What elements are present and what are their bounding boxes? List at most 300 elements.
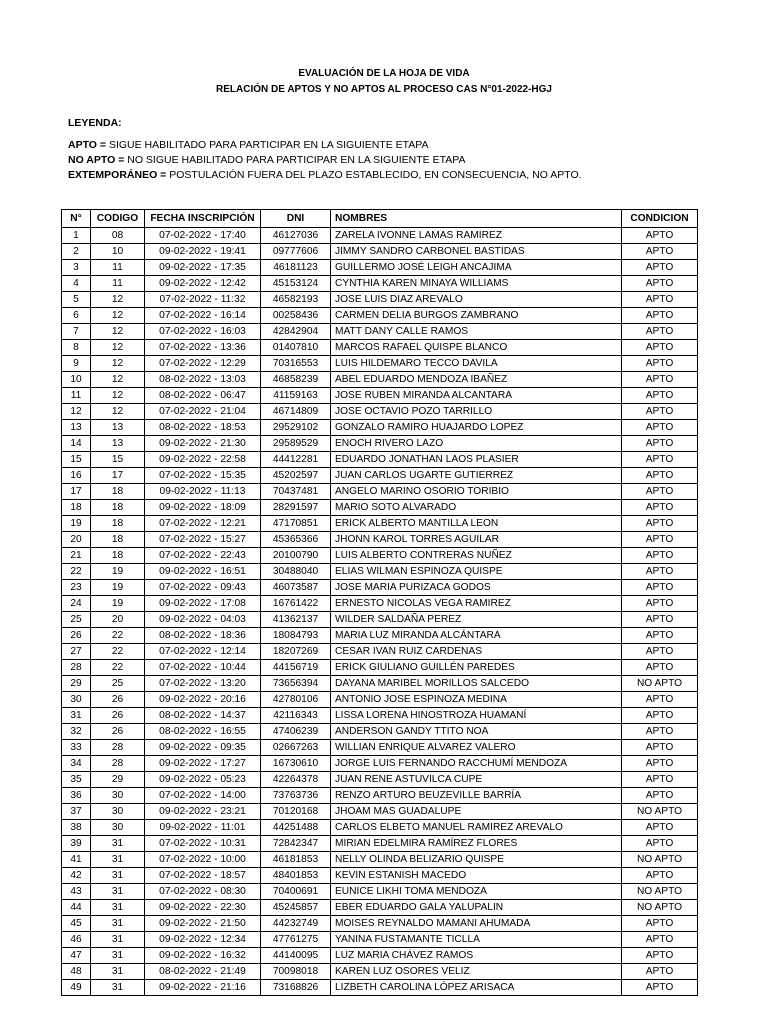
column-header-dni: DNI — [261, 210, 331, 228]
cell-code: 26 — [91, 692, 145, 708]
cell-dni: 44156719 — [261, 660, 331, 676]
table-row — [62, 644, 698, 660]
column-header-date: FECHA INSCRIPCIÓN — [145, 210, 261, 228]
cell-condition: APTO — [622, 404, 698, 420]
cell-dni: 42116343 — [261, 708, 331, 724]
cell-number: 33 — [62, 740, 91, 756]
table-row — [62, 500, 698, 516]
cell-name: LUIS HILDEMARO TECCO DAVILA — [331, 356, 622, 372]
table-row — [62, 724, 698, 740]
legend-desc: POSTULACIÓN FUERA DEL PLAZO ESTABLECIDO, EN CONSECUENCIA, NO APTO. — [166, 169, 582, 181]
cell-dni: 70316553 — [261, 356, 331, 372]
cell-code: 25 — [91, 676, 145, 692]
cell-dni: 29529102 — [261, 420, 331, 436]
cell-dni: 16761422 — [261, 596, 331, 612]
cell-number: 6 — [62, 308, 91, 324]
cell-dni: 41362137 — [261, 612, 331, 628]
cell-dni: 44412281 — [261, 452, 331, 468]
cell-code: 26 — [91, 708, 145, 724]
cell-condition: APTO — [622, 932, 698, 948]
cell-code: 31 — [91, 980, 145, 996]
cell-dni: 46181123 — [261, 260, 331, 276]
cell-number: 25 — [62, 612, 91, 628]
cell-name: MARCOS RAFAEL QUISPE BLANCO — [331, 340, 622, 356]
cell-code: 31 — [91, 836, 145, 852]
cell-condition: APTO — [622, 692, 698, 708]
cell-condition: APTO — [622, 964, 698, 980]
cell-code: 12 — [91, 340, 145, 356]
cell-date: 07-02-2022 - 17:40 — [145, 228, 261, 244]
cell-number: 13 — [62, 420, 91, 436]
cell-dni: 18207269 — [261, 644, 331, 660]
cell-name: YANINA FUSTAMANTE TICLLA — [331, 932, 622, 948]
cell-date: 07-02-2022 - 15:27 — [145, 532, 261, 548]
cell-condition: APTO — [622, 308, 698, 324]
cell-name: LUZ MARIA CHÁVEZ RAMOS — [331, 948, 622, 964]
table-row — [62, 356, 698, 372]
cell-name: ANTONIO JOSE ESPINOZA MEDINA — [331, 692, 622, 708]
cell-name: EDUARDO JONATHAN LAOS PLASIER — [331, 452, 622, 468]
cell-name: LUIS ALBERTO CONTRERAS NUÑEZ — [331, 548, 622, 564]
cell-dni: 46582193 — [261, 292, 331, 308]
legend-term: NO APTO = — [68, 154, 125, 166]
cell-code: 30 — [91, 788, 145, 804]
cell-name: ERICK GIULIANO GUILLÉN PAREDES — [331, 660, 622, 676]
cell-condition: APTO — [622, 612, 698, 628]
cell-name: CARMEN DELIA BURGOS ZAMBRANO — [331, 308, 622, 324]
cell-date: 07-02-2022 - 14:00 — [145, 788, 261, 804]
cell-code: 08 — [91, 228, 145, 244]
cell-name: GUILLERMO JOSÉ LEIGH ANCAJIMA — [331, 260, 622, 276]
cell-code: 13 — [91, 436, 145, 452]
cell-date: 07-02-2022 - 09:43 — [145, 580, 261, 596]
cell-date: 07-02-2022 - 21:04 — [145, 404, 261, 420]
cell-dni: 42842904 — [261, 324, 331, 340]
cell-dni: 18084793 — [261, 628, 331, 644]
cell-condition: APTO — [622, 580, 698, 596]
cell-code: 12 — [91, 292, 145, 308]
cell-date: 08-02-2022 - 16:55 — [145, 724, 261, 740]
table-row — [62, 756, 698, 772]
cell-code: 31 — [91, 900, 145, 916]
legend-desc: SIGUE HABILITADO PARA PARTICIPAR EN LA SIGUIENTE ETAPA — [106, 139, 429, 151]
cell-condition: APTO — [622, 868, 698, 884]
table-row — [62, 308, 698, 324]
cell-name: JIMMY SANDRO CARBONEL BASTIDAS — [331, 244, 622, 260]
cell-date: 07-02-2022 - 15:35 — [145, 468, 261, 484]
cell-number: 7 — [62, 324, 91, 340]
cell-code: 22 — [91, 628, 145, 644]
table-row — [62, 388, 698, 404]
cell-number: 10 — [62, 372, 91, 388]
cell-condition: APTO — [622, 340, 698, 356]
cell-code: 31 — [91, 852, 145, 868]
cell-condition: APTO — [622, 468, 698, 484]
legend-term: EXTEMPORÁNEO = — [68, 169, 167, 181]
cell-number: 45 — [62, 916, 91, 932]
document-title: EVALUACIÓN DE LA HOJA DE VIDA — [298, 68, 470, 79]
cell-dni: 48401853 — [261, 868, 331, 884]
cell-condition: APTO — [622, 452, 698, 468]
cell-number: 32 — [62, 724, 91, 740]
cell-date: 07-02-2022 - 13:20 — [145, 676, 261, 692]
table-row — [62, 964, 698, 980]
cell-dni: 47170851 — [261, 516, 331, 532]
cell-dni: 70437481 — [261, 484, 331, 500]
cell-dni: 70120168 — [261, 804, 331, 820]
cell-number: 43 — [62, 884, 91, 900]
cell-date: 09-02-2022 - 16:32 — [145, 948, 261, 964]
cell-condition: APTO — [622, 980, 698, 996]
cell-dni: 46073587 — [261, 580, 331, 596]
cell-name: ZARELA IVONNE LAMAS RAMIREZ — [331, 228, 622, 244]
table-row — [62, 452, 698, 468]
cell-number: 15 — [62, 452, 91, 468]
cell-condition: APTO — [622, 500, 698, 516]
cell-code: 15 — [91, 452, 145, 468]
cell-date: 09-02-2022 - 21:30 — [145, 436, 261, 452]
cell-condition: APTO — [622, 516, 698, 532]
cell-date: 07-02-2022 - 18:57 — [145, 868, 261, 884]
cell-code: 19 — [91, 580, 145, 596]
cell-name: MATT DANY CALLE RAMOS — [331, 324, 622, 340]
cell-dni: 46714809 — [261, 404, 331, 420]
cell-condition: APTO — [622, 596, 698, 612]
cell-number: 26 — [62, 628, 91, 644]
cell-name: CARLOS ELBETO MANUEL RAMIREZ AREVALO — [331, 820, 622, 836]
cell-dni: 72842347 — [261, 836, 331, 852]
table-row — [62, 788, 698, 804]
cell-condition: APTO — [622, 244, 698, 260]
cell-date: 09-02-2022 - 17:27 — [145, 756, 261, 772]
cell-name: GONZALO RAMIRO HUAJARDO LOPEZ — [331, 420, 622, 436]
cell-date: 09-02-2022 - 11:13 — [145, 484, 261, 500]
cell-date: 09-02-2022 - 05:23 — [145, 772, 261, 788]
table-row — [62, 244, 698, 260]
cell-name: WILLIAN ENRIQUE ALVAREZ VALERO — [331, 740, 622, 756]
cell-code: 12 — [91, 324, 145, 340]
cell-code: 18 — [91, 548, 145, 564]
cell-name: JOSE OCTAVIO POZO TARRILLO — [331, 404, 622, 420]
legend-item-extemporaneo — [68, 169, 582, 181]
cell-date: 08-02-2022 - 14:37 — [145, 708, 261, 724]
cell-condition: APTO — [622, 724, 698, 740]
cell-condition: APTO — [622, 548, 698, 564]
cell-code: 19 — [91, 564, 145, 580]
cell-number: 9 — [62, 356, 91, 372]
cell-number: 2 — [62, 244, 91, 260]
table-row — [62, 868, 698, 884]
cell-dni: 46858239 — [261, 372, 331, 388]
cell-number: 1 — [62, 228, 91, 244]
cell-number: 11 — [62, 388, 91, 404]
cell-date: 09-02-2022 - 04:03 — [145, 612, 261, 628]
cell-condition: APTO — [622, 372, 698, 388]
cell-date: 08-02-2022 - 18:36 — [145, 628, 261, 644]
cell-number: 24 — [62, 596, 91, 612]
table-row — [62, 340, 698, 356]
table-row — [62, 324, 698, 340]
cell-condition: APTO — [622, 660, 698, 676]
cell-condition: APTO — [622, 388, 698, 404]
cell-dni: 42264378 — [261, 772, 331, 788]
cell-name: JORGE LUIS FERNANDO RACCHUMÍ MENDOZA — [331, 756, 622, 772]
cell-condition: APTO — [622, 916, 698, 932]
cell-date: 09-02-2022 - 09:35 — [145, 740, 261, 756]
cell-date: 07-02-2022 - 12:29 — [145, 356, 261, 372]
cell-name: EBER EDUARDO GALA YALUPALIN — [331, 900, 622, 916]
table-row — [62, 772, 698, 788]
cell-dni: 16730610 — [261, 756, 331, 772]
cell-condition: APTO — [622, 740, 698, 756]
cell-dni: 73656394 — [261, 676, 331, 692]
cell-number: 34 — [62, 756, 91, 772]
cell-number: 44 — [62, 900, 91, 916]
cell-number: 5 — [62, 292, 91, 308]
cell-date: 09-02-2022 - 17:08 — [145, 596, 261, 612]
cell-code: 18 — [91, 532, 145, 548]
table-row — [62, 372, 698, 388]
cell-date: 07-02-2022 - 12:14 — [145, 644, 261, 660]
cell-number: 31 — [62, 708, 91, 724]
cell-name: NELLY OLINDA BELIZARIO QUISPE — [331, 852, 622, 868]
cell-date: 09-02-2022 - 11:01 — [145, 820, 261, 836]
cell-name: JUAN RENE ASTUVILCA CUPE — [331, 772, 622, 788]
cell-code: 31 — [91, 948, 145, 964]
cell-code: 12 — [91, 372, 145, 388]
table-row — [62, 516, 698, 532]
cell-code: 18 — [91, 484, 145, 500]
cell-dni: 70400691 — [261, 884, 331, 900]
cell-code: 12 — [91, 308, 145, 324]
cell-code: 12 — [91, 388, 145, 404]
cell-name: JOSE LUIS DIAZ AREVALO — [331, 292, 622, 308]
table-row — [62, 228, 698, 244]
table-row — [62, 580, 698, 596]
cell-name: JUAN CARLOS UGARTE GUTIERREZ — [331, 468, 622, 484]
cell-name: MIRIAN EDELMIRA RAMÍREZ FLORES — [331, 836, 622, 852]
cell-dni: 42780106 — [261, 692, 331, 708]
cell-name: WILDER SALDAÑA PEREZ — [331, 612, 622, 628]
cell-number: 18 — [62, 500, 91, 516]
table-row — [62, 900, 698, 916]
cell-number: 20 — [62, 532, 91, 548]
cell-name: MARIO SOTO ALVARADO — [331, 500, 622, 516]
cell-dni: 44251488 — [261, 820, 331, 836]
cell-code: 31 — [91, 916, 145, 932]
cell-number: 3 — [62, 260, 91, 276]
cell-date: 09-02-2022 - 18:09 — [145, 500, 261, 516]
table-row — [62, 660, 698, 676]
cell-condition: APTO — [622, 276, 698, 292]
column-header-condition: CONDICION — [622, 210, 698, 228]
cell-condition: APTO — [622, 644, 698, 660]
cell-number: 4 — [62, 276, 91, 292]
cell-dni: 46181853 — [261, 852, 331, 868]
cell-dni: 47406239 — [261, 724, 331, 740]
cell-name: MARIA LUZ MIRANDA ALCÁNTARA — [331, 628, 622, 644]
cell-date: 09-02-2022 - 20:16 — [145, 692, 261, 708]
cell-number: 36 — [62, 788, 91, 804]
legend-item-apto — [68, 139, 429, 151]
cell-date: 07-02-2022 - 10:44 — [145, 660, 261, 676]
cell-number: 17 — [62, 484, 91, 500]
cell-dni: 28291597 — [261, 500, 331, 516]
cell-code: 31 — [91, 932, 145, 948]
cell-condition: NO APTO — [622, 884, 698, 900]
cell-code: 22 — [91, 644, 145, 660]
cell-name: EUNICE LIKHI TOMA MENDOZA — [331, 884, 622, 900]
cell-name: JHOAM MAS GUADALUPE — [331, 804, 622, 820]
cell-code: 11 — [91, 260, 145, 276]
cell-date: 07-02-2022 - 10:31 — [145, 836, 261, 852]
cell-name: LIZBETH CAROLINA LÓPEZ ARISACA — [331, 980, 622, 996]
cell-condition: APTO — [622, 292, 698, 308]
table-row — [62, 532, 698, 548]
cell-number: 30 — [62, 692, 91, 708]
cell-date: 09-02-2022 - 22:30 — [145, 900, 261, 916]
cell-date: 09-02-2022 - 23:21 — [145, 804, 261, 820]
cell-name: JOSE RUBEN MIRANDA ALCANTARA — [331, 388, 622, 404]
legend-label: LEYENDA: — [68, 117, 122, 129]
table-header-row — [62, 210, 698, 228]
cell-condition: APTO — [622, 324, 698, 340]
cell-date: 07-02-2022 - 22:43 — [145, 548, 261, 564]
cell-number: 16 — [62, 468, 91, 484]
cell-condition: APTO — [622, 484, 698, 500]
cell-number: 38 — [62, 820, 91, 836]
cell-date: 09-02-2022 - 22:58 — [145, 452, 261, 468]
cell-dni: 41159163 — [261, 388, 331, 404]
table-row — [62, 676, 698, 692]
table-row — [62, 260, 698, 276]
cell-number: 29 — [62, 676, 91, 692]
cell-date: 08-02-2022 - 13:03 — [145, 372, 261, 388]
cell-dni: 30488040 — [261, 564, 331, 580]
cell-number: 23 — [62, 580, 91, 596]
cell-number: 47 — [62, 948, 91, 964]
cell-code: 13 — [91, 420, 145, 436]
cell-dni: 70098018 — [261, 964, 331, 980]
cell-condition: APTO — [622, 532, 698, 548]
cell-code: 18 — [91, 516, 145, 532]
cell-code: 28 — [91, 740, 145, 756]
cell-condition: APTO — [622, 820, 698, 836]
cell-condition: APTO — [622, 436, 698, 452]
cell-date: 07-02-2022 - 13:36 — [145, 340, 261, 356]
table-row — [62, 404, 698, 420]
table-row — [62, 564, 698, 580]
table-row — [62, 628, 698, 644]
cell-code: 30 — [91, 820, 145, 836]
table-row — [62, 852, 698, 868]
cell-date: 07-02-2022 - 16:03 — [145, 324, 261, 340]
cell-condition: APTO — [622, 788, 698, 804]
cell-dni: 29589529 — [261, 436, 331, 452]
cell-code: 26 — [91, 724, 145, 740]
cell-condition: NO APTO — [622, 804, 698, 820]
cell-name: ANDERSON GANDY TTITO NOA — [331, 724, 622, 740]
cell-date: 09-02-2022 - 12:34 — [145, 932, 261, 948]
cell-dni: 45153124 — [261, 276, 331, 292]
cell-number: 28 — [62, 660, 91, 676]
cell-dni: 20100790 — [261, 548, 331, 564]
cell-code: 19 — [91, 596, 145, 612]
cell-name: MOISES REYNALDO MAMANI AHUMADA — [331, 916, 622, 932]
cell-code: 31 — [91, 884, 145, 900]
cell-name: JHONN KAROL TORRES AGUILAR — [331, 532, 622, 548]
cell-number: 35 — [62, 772, 91, 788]
cell-name: KAREN LUZ OSORES VELIZ — [331, 964, 622, 980]
cell-name: ERICK ALBERTO MANTILLA LEON — [331, 516, 622, 532]
cell-condition: NO APTO — [622, 900, 698, 916]
cell-name: KEVIN ESTANISH MACEDO — [331, 868, 622, 884]
cell-dni: 01407810 — [261, 340, 331, 356]
column-header-code: CODIGO — [91, 210, 145, 228]
cell-date: 09-02-2022 - 19:41 — [145, 244, 261, 260]
table-row — [62, 932, 698, 948]
cell-dni: 73763736 — [261, 788, 331, 804]
cell-name: LISSA LORENA HINOSTROZA HUAMANÍ — [331, 708, 622, 724]
cell-code: 28 — [91, 756, 145, 772]
cell-number: 12 — [62, 404, 91, 420]
cell-dni: 44140095 — [261, 948, 331, 964]
table-body — [62, 228, 698, 996]
cell-number: 27 — [62, 644, 91, 660]
cell-date: 09-02-2022 - 17:35 — [145, 260, 261, 276]
cell-code: 17 — [91, 468, 145, 484]
cell-condition: APTO — [622, 708, 698, 724]
cell-code: 20 — [91, 612, 145, 628]
cell-condition: NO APTO — [622, 852, 698, 868]
table-row — [62, 980, 698, 996]
cell-number: 37 — [62, 804, 91, 820]
cell-number: 21 — [62, 548, 91, 564]
cell-name: RENZO ARTURO BEUZEVILLE BARRÍA — [331, 788, 622, 804]
cell-condition: APTO — [622, 948, 698, 964]
table-row — [62, 548, 698, 564]
cell-date: 08-02-2022 - 21:49 — [145, 964, 261, 980]
cell-name: ELIAS WILMAN ESPINOZA QUISPE — [331, 564, 622, 580]
cell-dni: 00258436 — [261, 308, 331, 324]
cell-condition: APTO — [622, 228, 698, 244]
cell-name: CYNTHIA KAREN MINAYA WILLIAMS — [331, 276, 622, 292]
table-row — [62, 884, 698, 900]
cell-code: 18 — [91, 500, 145, 516]
cell-dni: 47761275 — [261, 932, 331, 948]
cell-code: 10 — [91, 244, 145, 260]
results-table — [61, 209, 698, 996]
table-row — [62, 740, 698, 756]
cell-date: 07-02-2022 - 16:14 — [145, 308, 261, 324]
cell-condition: APTO — [622, 772, 698, 788]
cell-dni: 45202597 — [261, 468, 331, 484]
cell-name: ERNESTO NICOLAS VEGA RAMIREZ — [331, 596, 622, 612]
cell-date: 07-02-2022 - 08:30 — [145, 884, 261, 900]
cell-number: 19 — [62, 516, 91, 532]
column-header-number: N° — [62, 210, 91, 228]
cell-condition: APTO — [622, 356, 698, 372]
cell-name: CESAR IVAN RUIZ CARDENAS — [331, 644, 622, 660]
cell-condition: APTO — [622, 260, 698, 276]
cell-number: 48 — [62, 964, 91, 980]
table-row — [62, 276, 698, 292]
cell-dni: 44232749 — [261, 916, 331, 932]
cell-dni: 45245857 — [261, 900, 331, 916]
cell-condition: APTO — [622, 836, 698, 852]
table-row — [62, 596, 698, 612]
cell-date: 09-02-2022 - 12:42 — [145, 276, 261, 292]
